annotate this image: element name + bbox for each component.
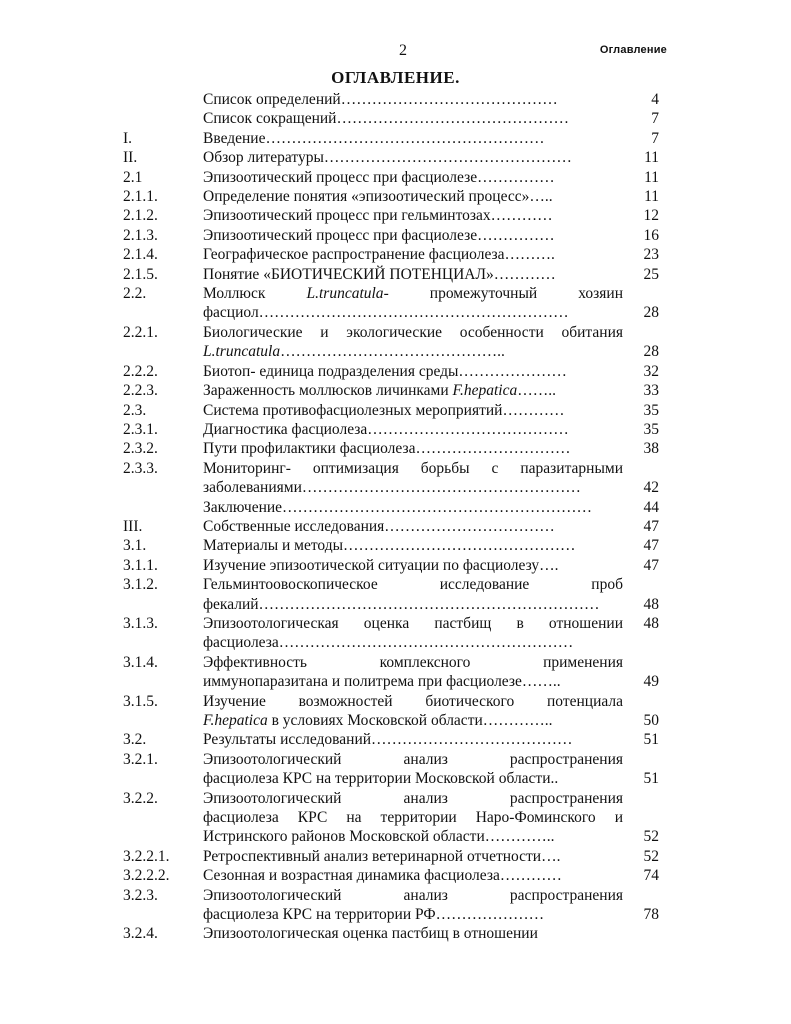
toc-entry-title: Понятие «БИОТИЧЕСКИЙ ПОТЕНЦИАЛ»………… [203,265,556,283]
toc-entry-title: Диагностика фасциолеза………………………………… [203,420,569,438]
toc-entry-page: 11 [644,149,659,167]
toc-entry-title: Список определений…………………………………… [203,91,558,108]
toc-entry-title: Введение……………………………………………… [203,129,545,147]
toc-entry [123,265,663,284]
toc-entry-title: Список сокращений……………………………………… [203,110,569,128]
toc-entry-page: 48 [643,595,659,613]
toc-entry-page: 52 [643,847,659,865]
toc-entry [123,517,663,536]
toc-entry-title: Собственные исследования…………………………… [203,517,555,535]
toc-entry [123,847,663,866]
toc-entry-title: Заключение…………………………………………………… [203,498,593,516]
toc-entry [123,226,663,245]
toc-entry-number: 3.2.2.2. [123,867,170,885]
toc-entry-page: 38 [643,440,659,458]
toc-entry-number: 3.2.4. [123,925,158,943]
toc-entry-number: 2.3.3. [123,459,158,477]
toc-entry [123,789,663,847]
toc-entry [123,556,663,575]
toc-entry-title: Эпизоотический процесс при фасциолезе…………… [203,226,555,244]
toc-entry [123,168,663,187]
toc-entry-number: 3.1.2. [123,576,158,594]
toc-entry-title: Эпизоотический процесс при фасциолезе…………… [203,168,555,186]
toc-entry-number: 2.1.3. [123,226,158,244]
toc-entry-title: Определение понятия «эпизоотический процесс»….. [203,188,553,206]
toc-entry-title: Гельминтоовоскопическое исследование проб фекалий………………………………………………………… [203,576,623,613]
toc-entry-title: Эпизоотологический анализ распространения фасциолеза КРС на территории Наро-Фоминского и Истринского районов Московской области………….. [203,789,623,846]
toc-entry-page: 42 [643,479,659,497]
toc-entry [123,401,663,420]
toc-entry-page: 74 [643,867,659,885]
toc-entry-page: 25 [643,265,659,283]
toc-entry-page: 47 [643,517,659,535]
toc-entry-number: 2.1.4. [123,246,158,264]
toc-entry [123,109,663,128]
toc-entry-number: 2.2.2. [123,362,158,380]
toc-entry-page: 12 [643,207,659,225]
toc-entry-number: III. [123,517,143,535]
toc-entry-title: Пути профилактики фасциолеза………………………… [203,440,571,458]
toc-entry-page: 11 [644,188,659,206]
toc-entry-page: 47 [643,537,659,555]
toc-entry-number: 3.1.4. [123,653,158,671]
toc-entry-title: Мониторинг- оптимизация борьбы с паразитарными заболеваниями……………………………………………… [203,459,623,497]
toc-entry-number: 2.2.3. [123,382,158,400]
page-number: 2 [399,42,407,59]
toc-entry-title: Эпизоотологический анализ распространения фасциолеза КРС на территории Московской области.. [203,750,623,788]
toc-entry-page: 78 [643,906,659,924]
toc-entry [123,866,663,885]
toc-entry-number: 3.1.5. [123,692,158,710]
toc-entry-number: 2.3.1. [123,420,158,438]
toc-entry-number: 2.1.1. [123,188,158,206]
toc-entry-title: Эпизоотологический анализ распространения фасциолеза КРС на территории РФ………………… [203,886,623,924]
toc-entry-number: 3.2.2.1. [123,847,170,865]
toc-entry-title: Обзор литературы………………………………………… [203,149,572,167]
toc-entry [123,750,663,789]
toc-entry [123,362,663,381]
toc-entry-page: 32 [643,362,659,380]
toc-entry-title: Результаты исследований………………………………… [203,731,573,749]
toc-entry-title: Изучение эпизоотической ситуации по фасциолезу…. [203,556,559,574]
toc-entry-title: Материалы и методы……………………………………… [203,537,576,555]
toc-entry [123,498,663,517]
toc-entry-number: 3.2.2. [123,789,158,807]
toc-entry-title: Система противофасциолезных мероприятий………… [203,401,565,419]
toc-entry [123,536,663,555]
toc-entry-page: 51 [643,731,659,749]
toc-entry-page: 7 [651,110,659,128]
toc-entry-title: Эпизоотический процесс при гельминтозах………… [203,207,553,225]
toc-entry-title: Сезонная и возрастная динамика фасциолеза………… [203,867,562,885]
toc-entry-page: 48 [643,614,659,632]
toc-entry [123,730,663,749]
toc-entry [123,886,663,925]
toc-entry-number: 2.1.5. [123,265,158,283]
toc-entry-number: 3.1.3. [123,614,158,632]
toc-entry-page: 35 [643,401,659,419]
toc-entry-page: 35 [643,420,659,438]
toc-entry-page: 11 [644,168,659,186]
toc-entry [123,206,663,225]
toc-entry-number: 2.2.1. [123,323,158,341]
toc-entry-title: Зараженность моллюсков личинками F.hepatica…….. [203,382,556,400]
toc-entry-page: 44 [643,498,659,516]
toc-entry-page: 23 [643,246,659,264]
toc-entry-number: 3.2.3. [123,886,158,904]
toc-entry-page: 7 [651,129,659,147]
toc-entry-title: Изучение возможностей биотического потенциала F.hepatica в условиях Московской области………….. [203,692,623,729]
toc-entry-number: I. [123,129,133,147]
toc-entry-title: Эпизоотологическая оценка пастбищ в отношении фасциолеза………………………………………………… [203,614,623,652]
toc-entry [123,575,663,614]
toc-entry-page: 50 [643,712,659,729]
toc-entry-number: 3.1. [123,537,147,555]
toc-entry-page: 49 [643,673,659,691]
toc-entry [123,614,663,653]
toc-entry-number: 2.3. [123,401,147,419]
toc-entry-page: 28 [643,304,659,322]
toc-entry-title: Эффективность комплексного применения иммунопаразитана и политрема при фасциолезе…….. [203,653,623,691]
toc-entry-page: 47 [643,556,659,574]
toc-entry-number: 3.2. [123,731,147,749]
section-tag: Оглавление [599,44,667,56]
toc-entry-title: Биологические и экологические особенности обитания L.truncatula…………………………………….. [203,323,623,361]
toc-entry-number: 2.3.2. [123,440,158,458]
toc-entry-title: Эпизоотологическая оценка пастбищ в отношении [203,925,538,943]
toc-entry-title: Ретроспективный анализ ветеринарной отчетности…. [203,847,561,865]
toc-entry-title: Биотоп- единица подразделения среды………………… [203,362,567,380]
toc-entry-number: 2.1.2. [123,207,158,225]
toc-entry [123,381,663,400]
toc-entry-title: Моллюск L.truncatula- промежуточный хозяин фасциол…………………………………………………… [203,285,623,322]
toc-entry [123,129,663,148]
toc-entry [123,439,663,458]
toc-entry-page: 51 [643,770,659,788]
toc-entry [123,187,663,206]
toc-entry [123,323,663,362]
toc-entry [123,90,663,109]
toc-entry-page: 16 [643,226,659,244]
toc-entry-number: 3.1.1. [123,556,158,574]
toc-entry-number: 2.1 [123,168,143,186]
table-of-contents [123,90,663,944]
toc-entry-number: 2.2. [123,285,147,303]
toc-entry-title: Географическое распространение фасциолеза………. [203,246,555,264]
toc-entry-number: 3.2.1. [123,750,158,768]
toc-entry-page: 4 [651,91,659,108]
toc-entry [123,459,663,498]
toc-entry-page: 28 [643,343,659,361]
toc-entry-number: II. [123,149,138,167]
toc-entry [123,653,663,692]
toc-entry [123,284,663,323]
toc-entry [123,420,663,439]
toc-entry [123,692,663,731]
toc-entry-page: 33 [643,382,659,400]
toc-entry [123,148,663,167]
page-title: ОГЛАВЛЕНИЕ. [331,68,460,87]
toc-entry [123,924,663,943]
toc-entry-page: 52 [643,828,659,846]
toc-entry [123,245,663,264]
